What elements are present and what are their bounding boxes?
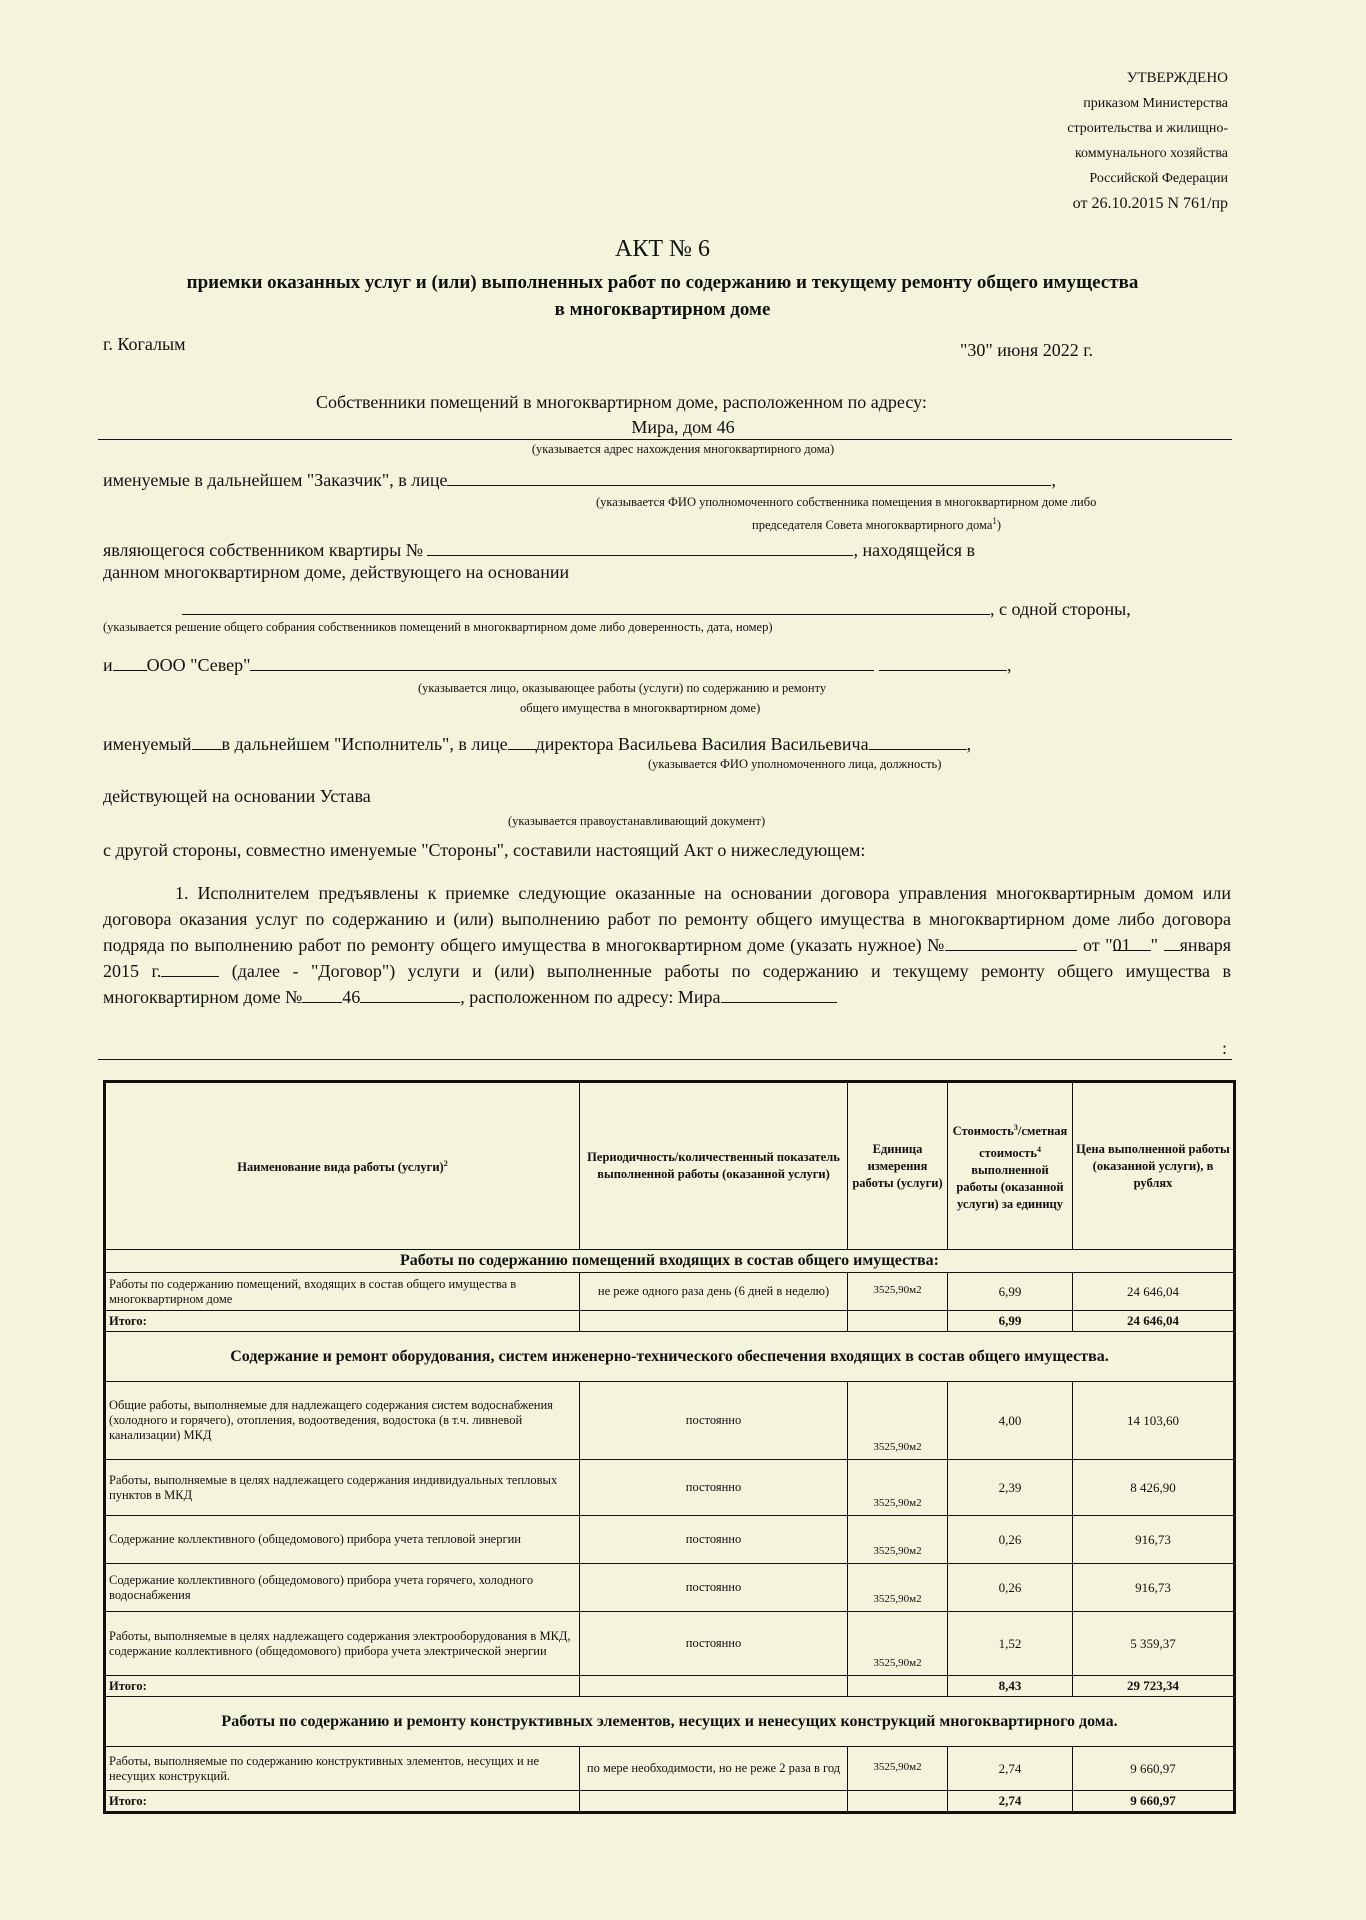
blank-field — [1131, 932, 1151, 951]
act-date: "30" июня 2022 г. — [960, 340, 1094, 360]
approval-line: УТВЕРЖДЕНО — [1126, 70, 1228, 86]
paragraph-text: " — [1150, 935, 1158, 955]
cell-unit: 3525,90м2 — [848, 1564, 948, 1612]
blank-field — [508, 731, 536, 750]
blank-field — [161, 958, 219, 977]
owner-label: являющегося собственником квартиры № — [103, 540, 423, 560]
customer-person-field — [447, 467, 1051, 486]
cell-cost: 2,39 — [948, 1460, 1073, 1516]
paragraph-text: 1. Исполнителем предъявлены к приемке следующие оказанные на основании договора управления многоквартирным домом или договора оказания услуг по содержанию и (или) выполнению работ по ремонту общего имущества в многоквартирном доме либо договора подряда по выполнению работ по ремонту общего имущества в многоквартирном доме (указать нужное) № — [103, 883, 1231, 955]
total-row — [105, 1676, 1235, 1697]
contract-number-field — [945, 932, 1077, 951]
header-name — [105, 1082, 580, 1250]
table-row — [105, 1747, 1235, 1791]
cell-unit: 3525,90м2 — [848, 1516, 948, 1564]
footnote-mark: 4 — [1036, 1144, 1041, 1154]
contract-day: 01 — [1113, 932, 1131, 951]
executor-label: именуемый — [103, 734, 192, 754]
works-table — [103, 1080, 1236, 1814]
address-value: Мира, дом 46 — [631, 417, 735, 437]
acting-on: действующей на основании Устава — [103, 786, 371, 806]
cell-unit: 3525,90м2 — [848, 1273, 948, 1311]
cell-name: Работы, выполняемые по содержанию конструктивных элементов, несущих и не несущих конструкций. — [105, 1747, 580, 1791]
owners-line: Собственники помещений в многоквартирном доме, расположенном по адресу: — [316, 392, 927, 412]
approval-stamp — [988, 66, 1228, 216]
other-side: с другой стороны, совместно именуемые "Стороны", составили настоящий Акт о нижеследующем: — [103, 840, 866, 860]
section-title: Работы по содержанию помещений входящих в состав общего имущества: — [105, 1250, 1235, 1273]
header-name-text: Наименование вида работы (услуги) — [237, 1160, 444, 1175]
paragraph-1 — [103, 880, 1231, 1010]
total-price: 29 723,34 — [1073, 1676, 1235, 1697]
header-unit: Единица измерения работы (услуги) — [848, 1082, 948, 1250]
total-label: Итого: — [105, 1676, 580, 1697]
total-cost: 2,74 — [948, 1791, 1073, 1813]
cell-cost: 1,52 — [948, 1612, 1073, 1676]
cell-price: 916,73 — [1073, 1516, 1235, 1564]
blank-field — [113, 652, 147, 671]
header-cost — [948, 1082, 1073, 1250]
cell-cost: 4,00 — [948, 1382, 1073, 1460]
contract-month-year: января 2015 г. — [103, 935, 1232, 981]
cell-period: постоянно — [580, 1460, 848, 1516]
cell-unit: 3525,90м2 — [848, 1612, 948, 1676]
section-row — [105, 1697, 1235, 1747]
cell-name: Работы, выполняемые в целях надлежащего содержания индивидуальных тепловых пунктов в МКД — [105, 1460, 580, 1516]
cell-unit: 3525,90м2 — [848, 1747, 948, 1791]
table-row — [105, 1273, 1235, 1311]
cell-name: Работы по содержанию помещений, входящих в состав общего имущества в многоквартирном доме — [105, 1273, 580, 1311]
paragraph-text: от " — [1083, 935, 1113, 955]
owner-location: , находящейся в — [853, 540, 976, 560]
header-cost-text: выполненной работы (оказанной услуги) за единицу — [956, 1162, 1064, 1211]
total-empty — [580, 1791, 848, 1813]
table-row — [105, 1516, 1235, 1564]
header-cost-text: /сметная стоимость — [979, 1124, 1068, 1160]
customer-hint-text: председателя Совета многоквартирного дома — [752, 518, 993, 533]
cell-name: Содержание коллективного (общедомового) прибора учета горячего, холодного водоснабжения — [105, 1564, 580, 1612]
blank-field — [1164, 932, 1180, 951]
section-row — [105, 1250, 1235, 1273]
cell-price: 916,73 — [1073, 1564, 1235, 1612]
approval-line: приказом Министерства — [1083, 96, 1228, 111]
cell-name: Работы, выполняемые в целях надлежащего содержания электрооборудования в МКД, содержание коллективного (общедомового) прибора учета электрической энергии — [105, 1612, 580, 1676]
paragraph-text: (далее - "Договор") услуги и (или) выполненные работы по содержанию и текущему ремонту общего имущества в многоквартирном доме № — [103, 961, 1231, 1007]
contractor-name: ООО "Север" — [146, 655, 251, 675]
cell-period: постоянно — [580, 1564, 848, 1612]
footnote-mark: 1 — [992, 516, 997, 526]
executor-person: директора Васильева Василия Васильевича — [535, 734, 869, 754]
approval-line: строительства и жилищно- — [1067, 121, 1228, 136]
act-title-line: приемки оказанных услуг и (или) выполненных работ по содержанию и текущему ремонту общего имущества — [186, 272, 1139, 293]
executor-text: в дальнейшем "Исполнитель", в лице — [221, 734, 508, 754]
table-row — [105, 1564, 1235, 1612]
paragraph-underline — [98, 1059, 1232, 1060]
total-empty — [580, 1311, 848, 1332]
cell-cost: 0,26 — [948, 1564, 1073, 1612]
cell-price: 14 103,60 — [1073, 1382, 1235, 1460]
cell-price: 24 646,04 — [1073, 1273, 1235, 1311]
approval-line: от 26.10.2015 N 761/пр — [1072, 195, 1228, 212]
table-header-row — [105, 1082, 1235, 1250]
total-empty — [848, 1676, 948, 1697]
header-period: Периодичность/количественный показатель выполненной работы (оказанной услуги) — [580, 1082, 848, 1250]
table-row — [105, 1460, 1235, 1516]
header-cost-text: Стоимость — [952, 1124, 1014, 1139]
table-row — [105, 1382, 1235, 1460]
cell-cost: 6,99 — [948, 1273, 1073, 1311]
street-field — [721, 984, 837, 1003]
executor-hint: (указывается ФИО уполномоченного лица, должность) — [648, 757, 942, 771]
blank-field — [192, 731, 222, 750]
act-title — [100, 269, 1225, 323]
cell-price: 8 426,90 — [1073, 1460, 1235, 1516]
owner-line — [103, 537, 975, 561]
basis-line — [182, 596, 1131, 620]
address-hint: (указывается адрес нахождения многоквартирного дома) — [531, 442, 835, 456]
cell-name: Содержание коллективного (общедомового) прибора учета тепловой энергии — [105, 1516, 580, 1564]
blank-field — [360, 984, 460, 1003]
address-underline — [98, 439, 1232, 440]
basis-hint: (указывается решение общего собрания собственников помещений в многоквартирном доме либо доверенность, дата, номер) — [103, 620, 773, 634]
approval-line: Российской Федерации — [1089, 171, 1228, 186]
place: г. Когалым — [103, 334, 186, 354]
customer-hint: (указывается ФИО уполномоченного собственника помещения в многоквартирном доме либо — [596, 495, 1097, 509]
basis-field — [182, 596, 990, 615]
contractor-and: и — [103, 655, 113, 675]
total-row — [105, 1311, 1235, 1332]
cell-cost: 2,74 — [948, 1747, 1073, 1791]
cell-price: 9 660,97 — [1073, 1747, 1235, 1791]
cell-unit: 3525,90м2 — [848, 1460, 948, 1516]
footnote-mark: 2 — [443, 1159, 448, 1169]
total-cost: 8,43 — [948, 1676, 1073, 1697]
footnote-mark: 3 — [1013, 1123, 1018, 1133]
cell-period: постоянно — [580, 1612, 848, 1676]
street-name: Мира — [677, 987, 721, 1007]
cell-period: не реже одного раза день (6 дней в неделю) — [580, 1273, 848, 1311]
act-number: АКТ № 6 — [615, 236, 710, 262]
act-title-line: в многоквартирном доме — [554, 299, 771, 320]
total-empty — [848, 1791, 948, 1813]
paragraph-text: , расположенном по адресу: — [460, 987, 674, 1007]
cell-cost: 0,26 — [948, 1516, 1073, 1564]
customer-label: именуемые в дальнейшем "Заказчик", в лице — [103, 470, 448, 490]
total-row — [105, 1791, 1235, 1813]
total-label: Итого: — [105, 1791, 580, 1813]
contractor-field — [250, 652, 874, 671]
cell-unit: 3525,90м2 — [848, 1382, 948, 1460]
total-price: 9 660,97 — [1073, 1791, 1235, 1813]
blank-field — [302, 984, 342, 1003]
total-empty — [580, 1676, 848, 1697]
section-title: Содержание и ремонт оборудования, систем инженерно-технического обеспечения входящих в состав общего имущества. — [105, 1332, 1235, 1382]
owner-basis-label: данном многоквартирном доме, действующего на основании — [103, 562, 570, 582]
approval-line: коммунального хозяйства — [1074, 146, 1228, 161]
customer-line: именуемые в дальнейшем "Заказчик", в лице , — [103, 467, 1056, 491]
contractor-line: и ООО "Север" , — [103, 652, 1011, 676]
contractor-hint: (указывается лицо, оказывающее работы (услуги) по содержанию и ремонту — [418, 681, 827, 695]
contractor-field-extra — [879, 652, 1007, 671]
blank-field — [869, 731, 967, 750]
header-price: Цена выполненной работы (оказанной услуги), в рублях — [1073, 1082, 1235, 1250]
works-table-wrap — [103, 1080, 1233, 1814]
cell-period: постоянно — [580, 1516, 848, 1564]
cell-price: 5 359,37 — [1073, 1612, 1235, 1676]
house-number: 46 — [342, 987, 361, 1007]
total-label: Итого: — [105, 1311, 580, 1332]
cell-period: постоянно — [580, 1382, 848, 1460]
side-one: , с одной стороны, — [990, 599, 1131, 619]
cell-period: по мере необходимости, но не реже 2 раза в год — [580, 1747, 848, 1791]
table-row — [105, 1612, 1235, 1676]
customer-hint — [752, 516, 1001, 533]
total-empty — [848, 1311, 948, 1332]
apartment-number-field — [427, 537, 853, 556]
total-price: 24 646,04 — [1073, 1311, 1235, 1332]
executor-line: именуемый в дальнейшем "Исполнитель", в лице директора Васильева Василия Васильевича , — [103, 731, 971, 755]
total-cost: 6,99 — [948, 1311, 1073, 1332]
acting-hint: (указывается правоустанавливающий документ) — [508, 814, 766, 828]
contractor-hint: общего имущества в многоквартирном доме) — [520, 701, 761, 715]
section-title: Работы по содержанию и ремонту конструктивных элементов, несущих и ненесущих конструкций многоквартирного дома. — [105, 1697, 1235, 1747]
cell-name: Общие работы, выполняемые для надлежащего содержания систем водоснабжения (холодного и горячего), отопления, водоотведения, водостока (в т.ч. ливневой канализации) МКД — [105, 1382, 580, 1460]
section-row — [105, 1332, 1235, 1382]
paragraph-colon: : — [1222, 1038, 1228, 1058]
customer-hint-end: ) — [996, 518, 1002, 533]
